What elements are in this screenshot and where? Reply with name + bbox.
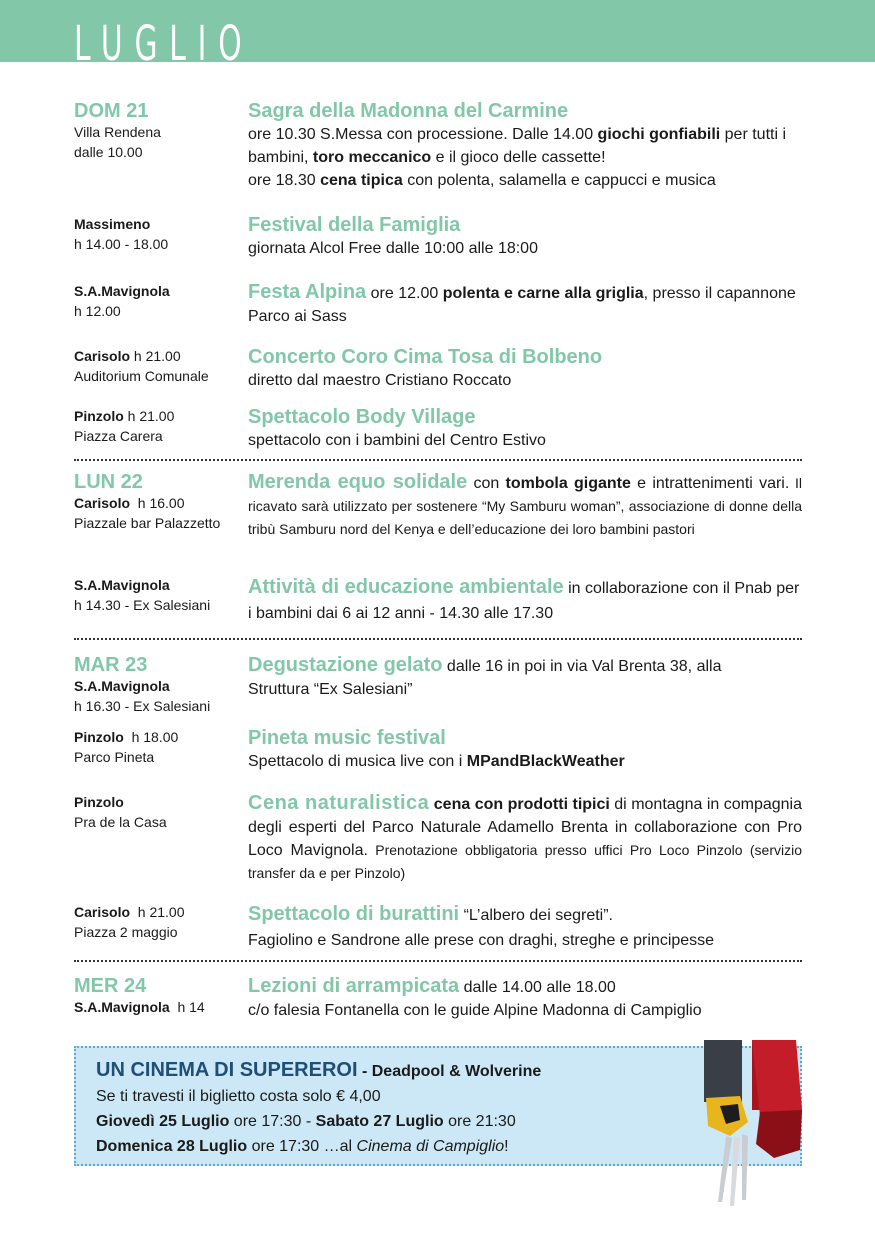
- event-venue: Piazzale bar Palazzetto: [74, 515, 221, 531]
- month-header: [0, 0, 875, 62]
- event-place: Villa Rendena: [74, 124, 161, 140]
- event-title: Lezioni di arrampicata: [248, 975, 460, 997]
- event-place: Carisolo: [74, 904, 131, 920]
- event-description: ore 10.30 S.Messa con processione. Dalle 14.00 giochi gonfiabili per tutti i bambini, toro meccanico e il gioco delle cassette! ore 18.30 cena tipica con polenta, salamella e cappucci e musica: [248, 126, 787, 189]
- event-day: LUN 22: [74, 471, 143, 493]
- event-title: Degustazione gelato: [248, 654, 443, 676]
- event-info: [74, 346, 244, 386]
- cinema-movie: Deadpool & Wolverine: [371, 1063, 542, 1080]
- event-time: h 21.00: [137, 904, 185, 920]
- event-description: diretto dal maestro Cristiano Roccato: [248, 372, 512, 389]
- event-time: h 21.00: [133, 348, 181, 364]
- event-info: [74, 727, 244, 767]
- event-description: spettacolo con i bambini del Centro Estivo: [248, 432, 546, 449]
- event-description: Degustazione gelato dalle 16 in poi in via Val Brenta 38, alla Struttura “Ex Salesiani”: [248, 654, 722, 698]
- event-description: Spettacolo di musica live con i MPandBlackWeather: [248, 753, 625, 770]
- event-title: Concerto Coro Cima Tosa di Bolbeno: [248, 346, 603, 368]
- event-description: giornata Alcol Free dalle 10:00 alle 18:00: [248, 240, 538, 257]
- event-venue: Parco Pineta: [74, 749, 155, 765]
- claw-1: [718, 1136, 732, 1202]
- event-time: h 14.00 - 18.00: [74, 236, 169, 252]
- event-details: [248, 575, 802, 626]
- event-venue: Piazza Carera: [74, 428, 163, 444]
- cinema-venue: Cinema di Campiglio: [356, 1138, 505, 1155]
- event-info: [74, 654, 244, 716]
- event-title: Spettacolo di burattini: [248, 903, 460, 925]
- event-place: S.A.Mavignola: [74, 577, 170, 593]
- event-details: [248, 346, 802, 392]
- event-place: Pinzolo: [74, 729, 124, 745]
- event-info: [74, 575, 244, 615]
- event-place: S.A.Mavignola: [74, 678, 170, 694]
- event-details: [248, 727, 802, 773]
- event-title: Merenda equo solidale: [248, 471, 468, 493]
- cinema-text: [96, 1058, 656, 1159]
- arm-dark: [704, 1040, 742, 1102]
- event-info: [74, 100, 244, 162]
- event-details: [248, 214, 802, 260]
- event-time: h 14.30 - Ex Salesiani: [74, 597, 211, 613]
- event-info: [74, 792, 244, 832]
- event-time: h 21.00: [127, 408, 175, 424]
- cinema-price: Se ti travesti il biglietto costa solo € 4,00: [96, 1088, 381, 1105]
- event-place: Pinzolo: [74, 794, 124, 810]
- event-time: h 18.00: [131, 729, 179, 745]
- event-place: Massimeno: [74, 216, 151, 232]
- event-venue: Auditorium Comunale: [74, 368, 209, 384]
- event-time: dalle 10.00: [74, 144, 143, 160]
- event-time: h 14: [177, 999, 205, 1015]
- event-title: Attività di educazione ambientale: [248, 576, 564, 598]
- event-description: Spettacolo di burattini “L’albero dei segreti”. Fagiolino e Sandrone alle prese con draghi, streghe e principesse: [248, 903, 715, 949]
- event-info: [74, 281, 244, 321]
- event-title: Cena naturalistica: [248, 792, 430, 814]
- event-details: [248, 792, 802, 885]
- event-day: MAR 23: [74, 654, 148, 676]
- event-title: Pineta music festival: [248, 727, 446, 749]
- cinema-title: UN CINEMA DI SUPEREROI: [96, 1059, 358, 1081]
- event-info: [74, 902, 244, 942]
- event-title: Sagra della Madonna del Carmine: [248, 100, 569, 122]
- event-title: Festival della Famiglia: [248, 214, 461, 236]
- event-description: Merenda equo solidale con tombola gigante e intrattenimenti vari. Il ricavato sarà utilizzato per sostenere “My Samburu woman”, associazione di donne della tribù Samburu nord del Kenya e dell’educazione dei loro bambini pastori: [248, 471, 803, 537]
- cinema-dates-1: Giovedì 25 Luglio ore 17:30 - Sabato 27 Luglio ore 21:30: [96, 1113, 516, 1130]
- event-title: Festa Alpina: [248, 281, 367, 303]
- event-details: [248, 406, 802, 452]
- event-day: DOM 21: [74, 100, 149, 122]
- event-details: [248, 471, 802, 541]
- claw-2: [730, 1136, 740, 1206]
- event-place: S.A.Mavignola: [74, 283, 170, 299]
- event-time: h 16.00: [137, 495, 185, 511]
- event-description: Festa Alpina ore 12.00 polenta e carne alla griglia, presso il capannone Parco ai Sass: [248, 281, 796, 325]
- claw-3: [742, 1134, 748, 1200]
- event-time: h 12.00: [74, 303, 121, 319]
- wolverine-claw-illustration: [690, 1040, 810, 1210]
- event-place: S.A.Mavignola: [74, 999, 170, 1015]
- event-details: [248, 281, 802, 328]
- event-description: Attività di educazione ambientale in collaborazione con il Pnab per i bambini dai 6 ai 12 anni - 14.30 alle 17.30: [248, 576, 800, 622]
- event-details: [248, 902, 802, 953]
- event-place: Carisolo: [74, 495, 131, 511]
- cinema-dates-2: Domenica 28 Luglio ore 17:30 …al Cinema di Campiglio!: [96, 1138, 509, 1155]
- day-separator: [74, 960, 802, 962]
- event-info: [74, 214, 244, 254]
- event-info: [74, 975, 244, 1017]
- fist-red: [756, 1110, 802, 1158]
- event-details: [248, 100, 802, 192]
- event-details: [248, 654, 802, 701]
- cinema-heading: UN CINEMA DI SUPEREROI - Deadpool & Wolverine: [96, 1059, 542, 1081]
- day-separator: [74, 459, 802, 461]
- event-info: [74, 406, 244, 446]
- day-separator: [74, 638, 802, 640]
- event-title: Spettacolo Body Village: [248, 406, 476, 428]
- event-description: Lezioni di arrampicata dalle 14.00 alle 18.00 c/o falesia Fontanella con le guide Alpine Madonna di Campiglio: [248, 975, 702, 1019]
- event-time: h 16.30 - Ex Salesiani: [74, 698, 211, 714]
- event-venue: Pra de la Casa: [74, 814, 167, 830]
- event-details: [248, 975, 802, 1022]
- event-info: [74, 471, 244, 533]
- arm-red-shade: [752, 1040, 802, 1116]
- event-place: Carisolo: [74, 348, 131, 364]
- event-description: Cena naturalistica cena con prodotti tipici di montagna in compagnia degli esperti del Parco Naturale Adamello Brenta in collaborazione con Pro Loco Mavignola. Prenotazione obbligatoria presso uffici Pro Loco Pinzolo (servizio transfer da e per Pinzolo): [248, 792, 803, 881]
- event-place: Pinzolo: [74, 408, 124, 424]
- event-day: MER 24: [74, 975, 147, 997]
- month-title: LUGLIO: [74, 16, 254, 62]
- event-venue: Piazza 2 maggio: [74, 924, 178, 940]
